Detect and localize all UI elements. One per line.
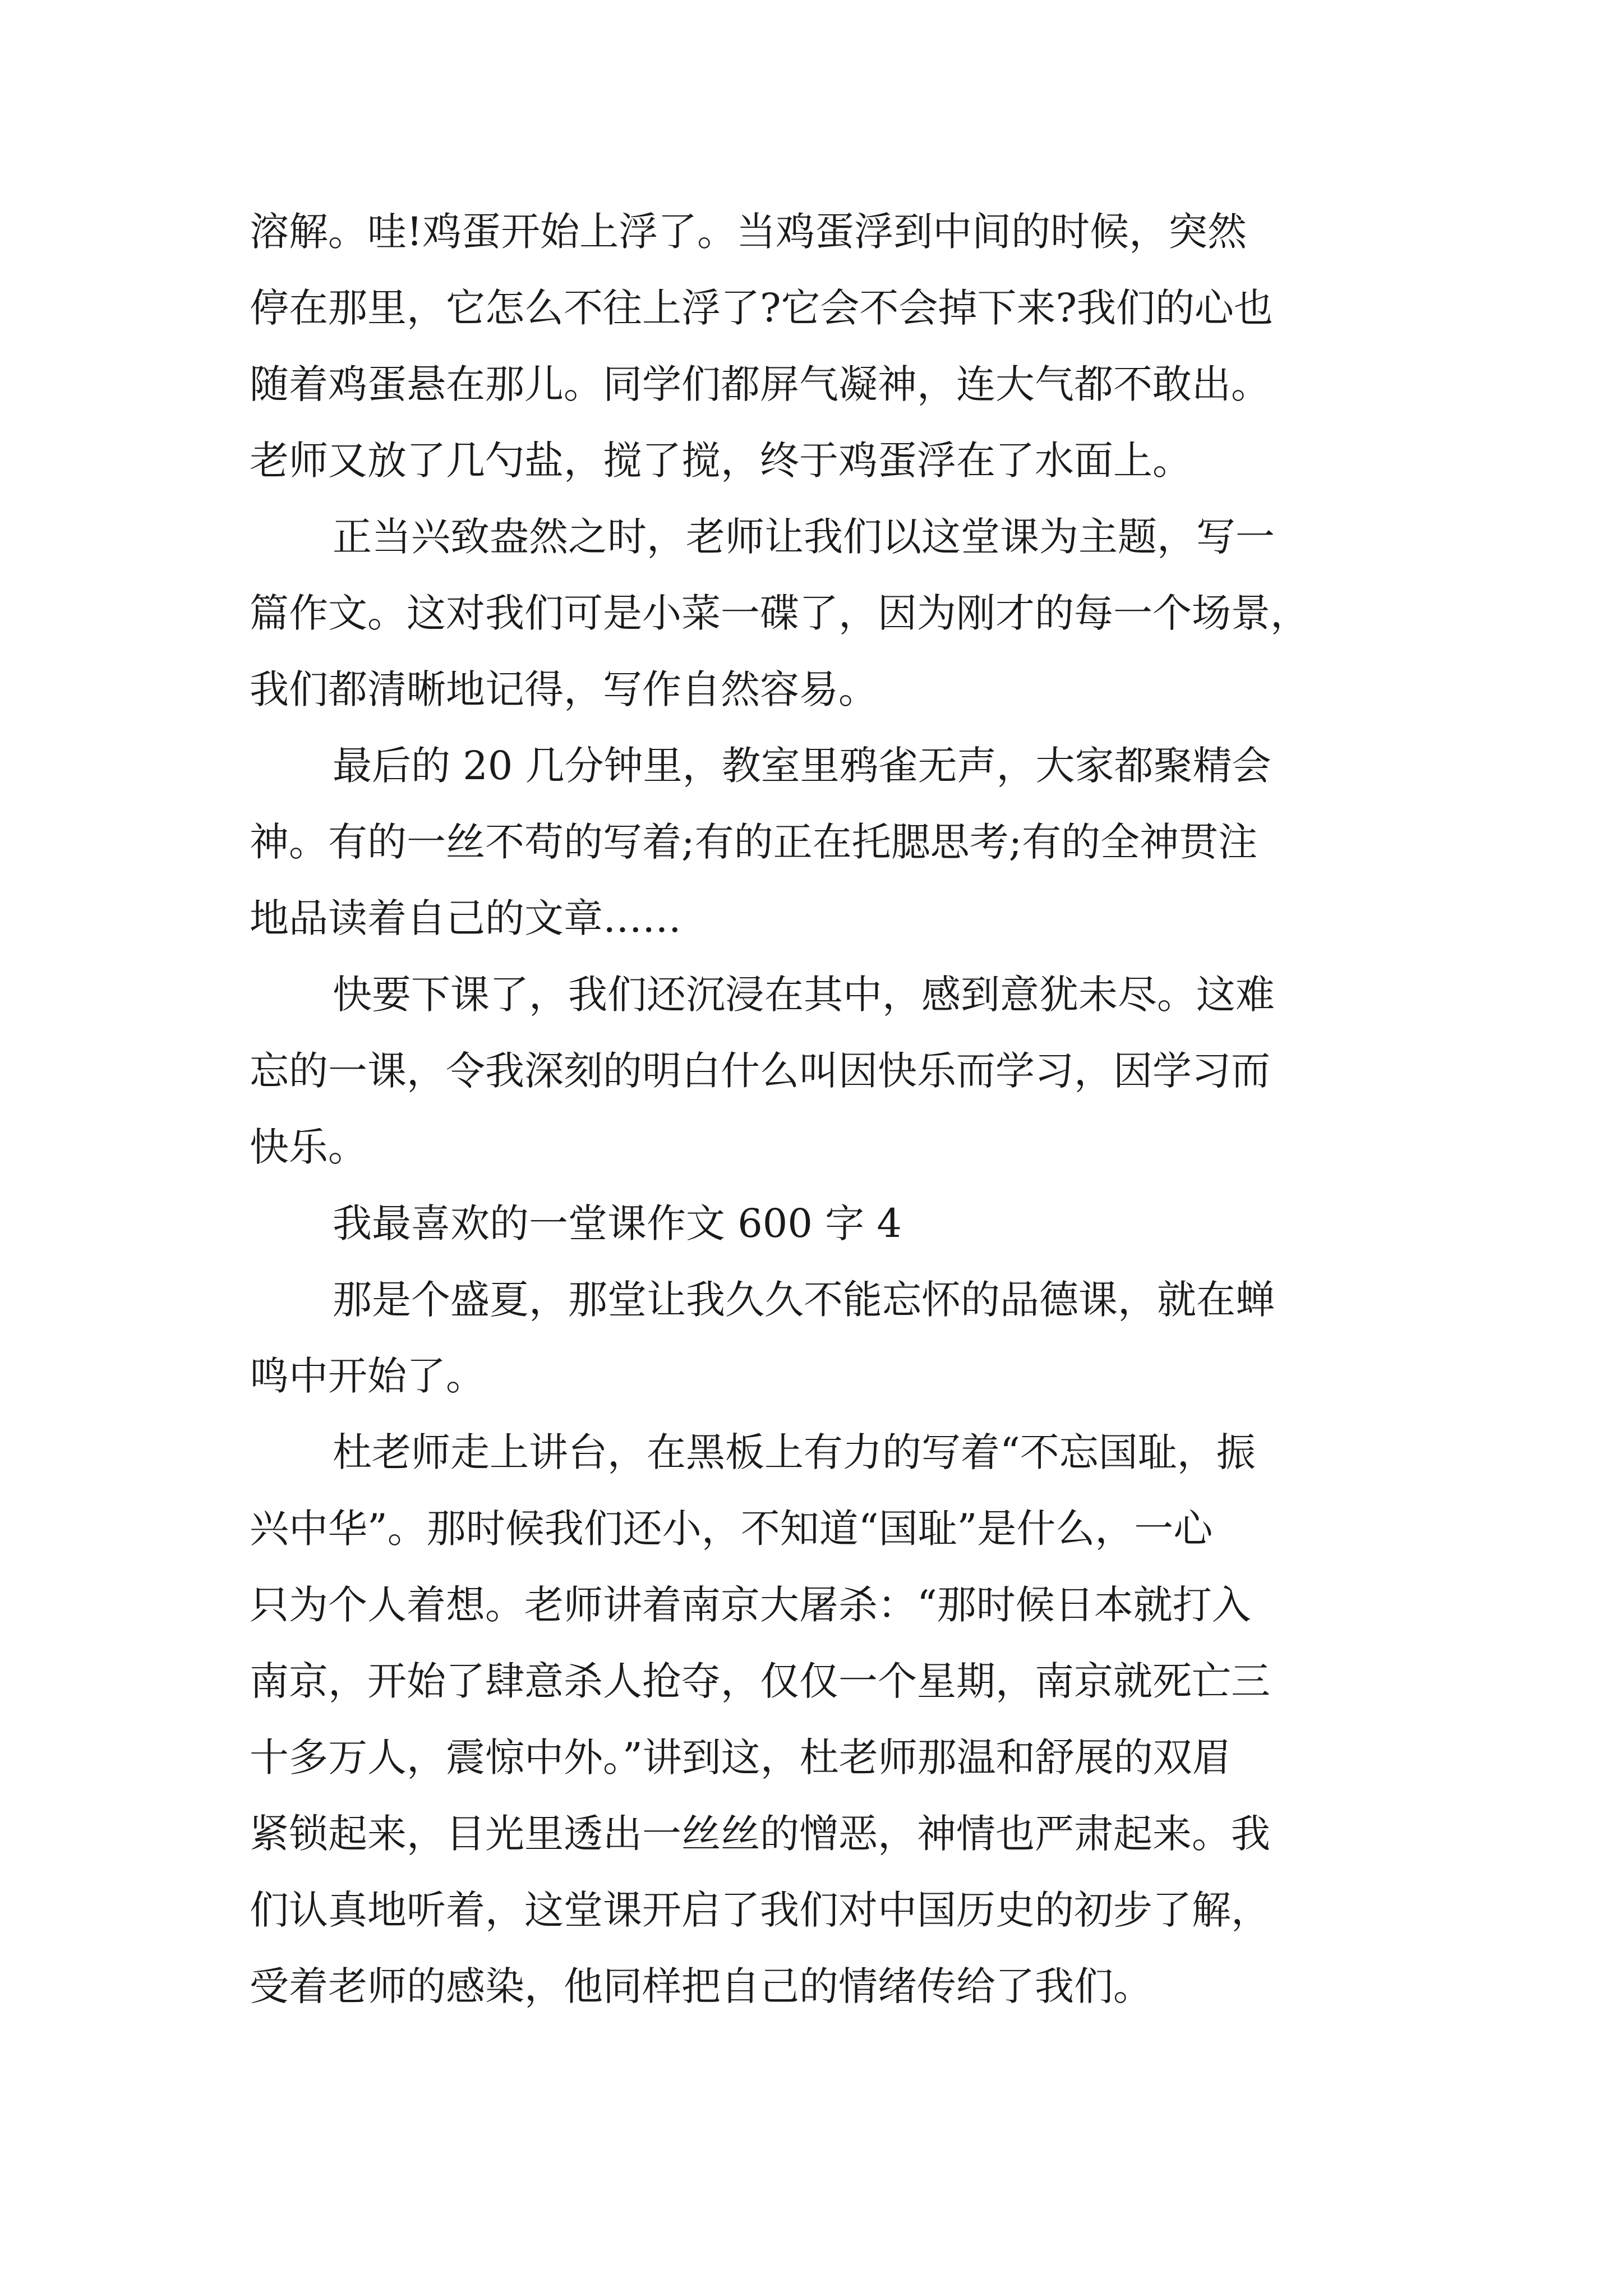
- paragraph-4: [250, 956, 1382, 1185]
- text-line: 紧锁起来，目光里透出一丝丝的憎恶，神情也严肃起来。我: [250, 1811, 1270, 1857]
- text-line: 神。有的一丝不苟的写着;有的正在托腮思考;有的全神贯注: [250, 819, 1258, 865]
- text-line: 最后的 20 几分钟里，教室里鸦雀无声，大家都聚精会: [333, 743, 1271, 789]
- paragraph-6: [250, 1262, 1382, 1414]
- text-line: 溶解。哇!鸡蛋开始上浮了。当鸡蛋浮到中间的时候，突然: [250, 209, 1247, 255]
- paragraph-7: [250, 1414, 1382, 2024]
- section-heading: [250, 1185, 1382, 1262]
- text-line: 随着鸡蛋悬在那儿。同学们都屏气凝神，连大气都不敢出。: [250, 361, 1270, 407]
- text-line: 地品读着自己的文章……: [250, 895, 681, 941]
- text-line: 老师又放了几勺盐，搅了搅，终于鸡蛋浮在了水面上。: [250, 438, 1192, 484]
- text-line: 正当兴致盎然之时，老师让我们以这堂课为主题，写一: [333, 514, 1275, 560]
- text-line: 南京，开始了肆意杀人抢夺，仅仅一个星期，南京就死亡三: [250, 1658, 1270, 1704]
- text-line: 快要下课了，我们还沉浸在其中，感到意犹未尽。这难: [333, 972, 1275, 1018]
- text-line: 鸣中开始了。: [250, 1353, 485, 1399]
- text-line: 篇作文。这对我们可是小菜一碟了，因为刚才的每一个场景，: [250, 590, 1310, 636]
- text-line: 杜老师走上讲台，在黑板上有力的写着“不忘国耻，振: [333, 1429, 1256, 1475]
- heading-text: 我最喜欢的一堂课作文 600 字 4: [333, 1200, 902, 1246]
- paragraph-2: [250, 499, 1382, 728]
- text-line: 兴中华”。那时候我们还小，不知道“国耻”是什么，一心: [250, 1506, 1213, 1552]
- text-line: 忘的一课，令我深刻的明白什么叫因快乐而学习，因学习而: [250, 1048, 1270, 1094]
- text-line: 们认真地听着，这堂课开启了我们对中国历史的初步了解，: [250, 1887, 1270, 1933]
- text-line: 受着老师的感染，他同样把自己的情绪传给了我们。: [250, 1963, 1152, 2009]
- text-line: 只为个人着想。老师讲着南京大屠杀：“那时候日本就打入: [250, 1582, 1251, 1628]
- text-line: 那是个盛夏，那堂让我久久不能忘怀的品德课，就在蝉: [333, 1277, 1275, 1323]
- text-line: 快乐。: [250, 1124, 367, 1170]
- text-line: 十多万人，震惊中外。”讲到这，杜老师那温和舒展的双眉: [250, 1734, 1232, 1780]
- document-body: [250, 194, 1382, 2024]
- text-line: 我们都清晰地记得，写作自然容易。: [250, 666, 878, 712]
- text-line: 停在那里，它怎么不往上浮了?它会不会掉下来?我们的心也: [250, 285, 1274, 331]
- paragraph-3: [250, 728, 1382, 956]
- paragraph-1: [250, 194, 1382, 499]
